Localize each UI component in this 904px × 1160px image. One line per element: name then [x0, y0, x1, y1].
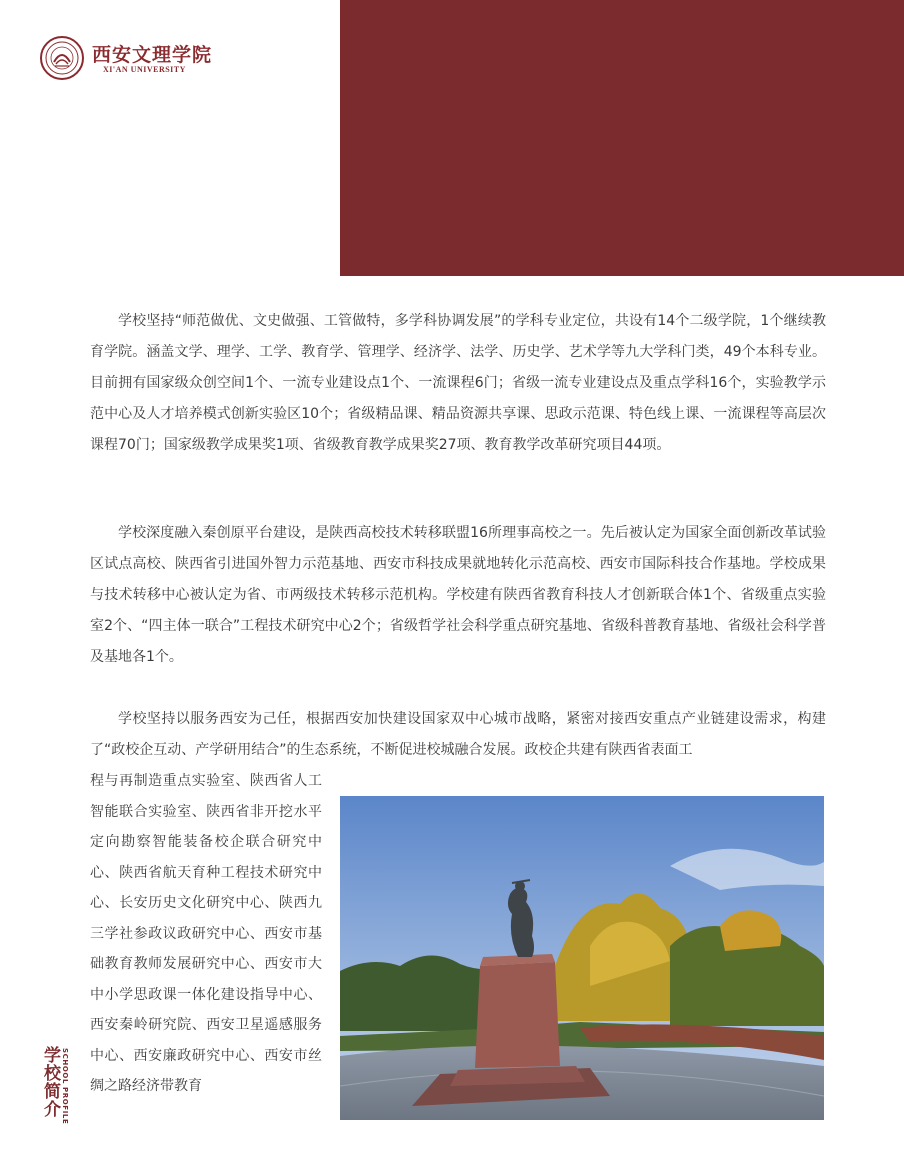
header-color-block: [340, 0, 904, 276]
paragraph-city-service-continued: 程与再制造重点实验室、陕西省人工智能联合实验室、陕西省非开挖水平定向勘察智能装备校企联合研究中心、陕西省航天育种工程技术研究中心、长安历史文化研究中心、陕西九三学社参政议政研究中心、西安市基础教育教师发展研究中心、西安市大中小学思政课一体化建设指导中心、西安秦岭研究院、西安卫星遥感服务中心、西安廉政研究中心、西安市丝绸之路经济带教育: [90, 773, 322, 1094]
paragraph-city-service: 学校坚持以服务西安为己任，根据西安加快建设国家双中心城市战略，紧密对接西安重点产业链建设需求，构建了“政校企互动、产学研用结合”的生态系统，不断促进校城融合发展。政校企共建有陕西省表面工: [90, 711, 826, 758]
logo-chinese-name: 西安文理学院: [92, 44, 213, 66]
university-seal-icon: [40, 36, 84, 80]
section-label: [40, 1046, 74, 1126]
paragraph-disciplines: 学校坚持“师范做优、文史做强、工管做特，多学科协调发展”的学科专业定位，共设有14个二级学院，1个继续教育学院。涵盖文学、理学、工学、教育学、管理学、经济学、法学、历史学、艺术学等九大学科门类，49个本科专业。目前拥有国家级众创空间1个、一流专业建设点1个、一流课程6门；省级一流专业建设点及重点学科16个，实验教学示范中心及人才培养模式创新实验区10个；省级精品课、精品资源共享课、思政示范课、特色线上课、一流课程等高层次课程70门；国家级教学成果奖1项、省级教育教学成果奖27项、教育教学改革研究项目44项。: [90, 313, 826, 453]
university-logo: [40, 36, 230, 82]
paragraph-innovation: 学校深度融入秦创原平台建设，是陕西高校技术转移联盟16所理事高校之一。先后被认定为国家全面创新改革试验区试点高校、陕西省引进国外智力示范基地、西安市科技成果就地转化示范高校、西安市国际科技合作基地。学校成果与技术转移中心被认定为省、市两级技术转移示范机构。学校建有陕西省教育科技人才创新联合体1个、省级重点实验室2个、“四主体一联合”工程技术研究中心2个；省级哲学社会科学重点研究基地、省级科普教育基地、省级社会科学普及基地各1个。: [90, 525, 826, 665]
campus-statue-photo: [340, 796, 824, 1120]
logo-english-name: XI'AN UNIVERSITY: [103, 65, 186, 74]
section-label-chinese: 学校简介: [40, 1046, 60, 1118]
section-label-english: SCHOOL PROFILE: [61, 1048, 69, 1125]
